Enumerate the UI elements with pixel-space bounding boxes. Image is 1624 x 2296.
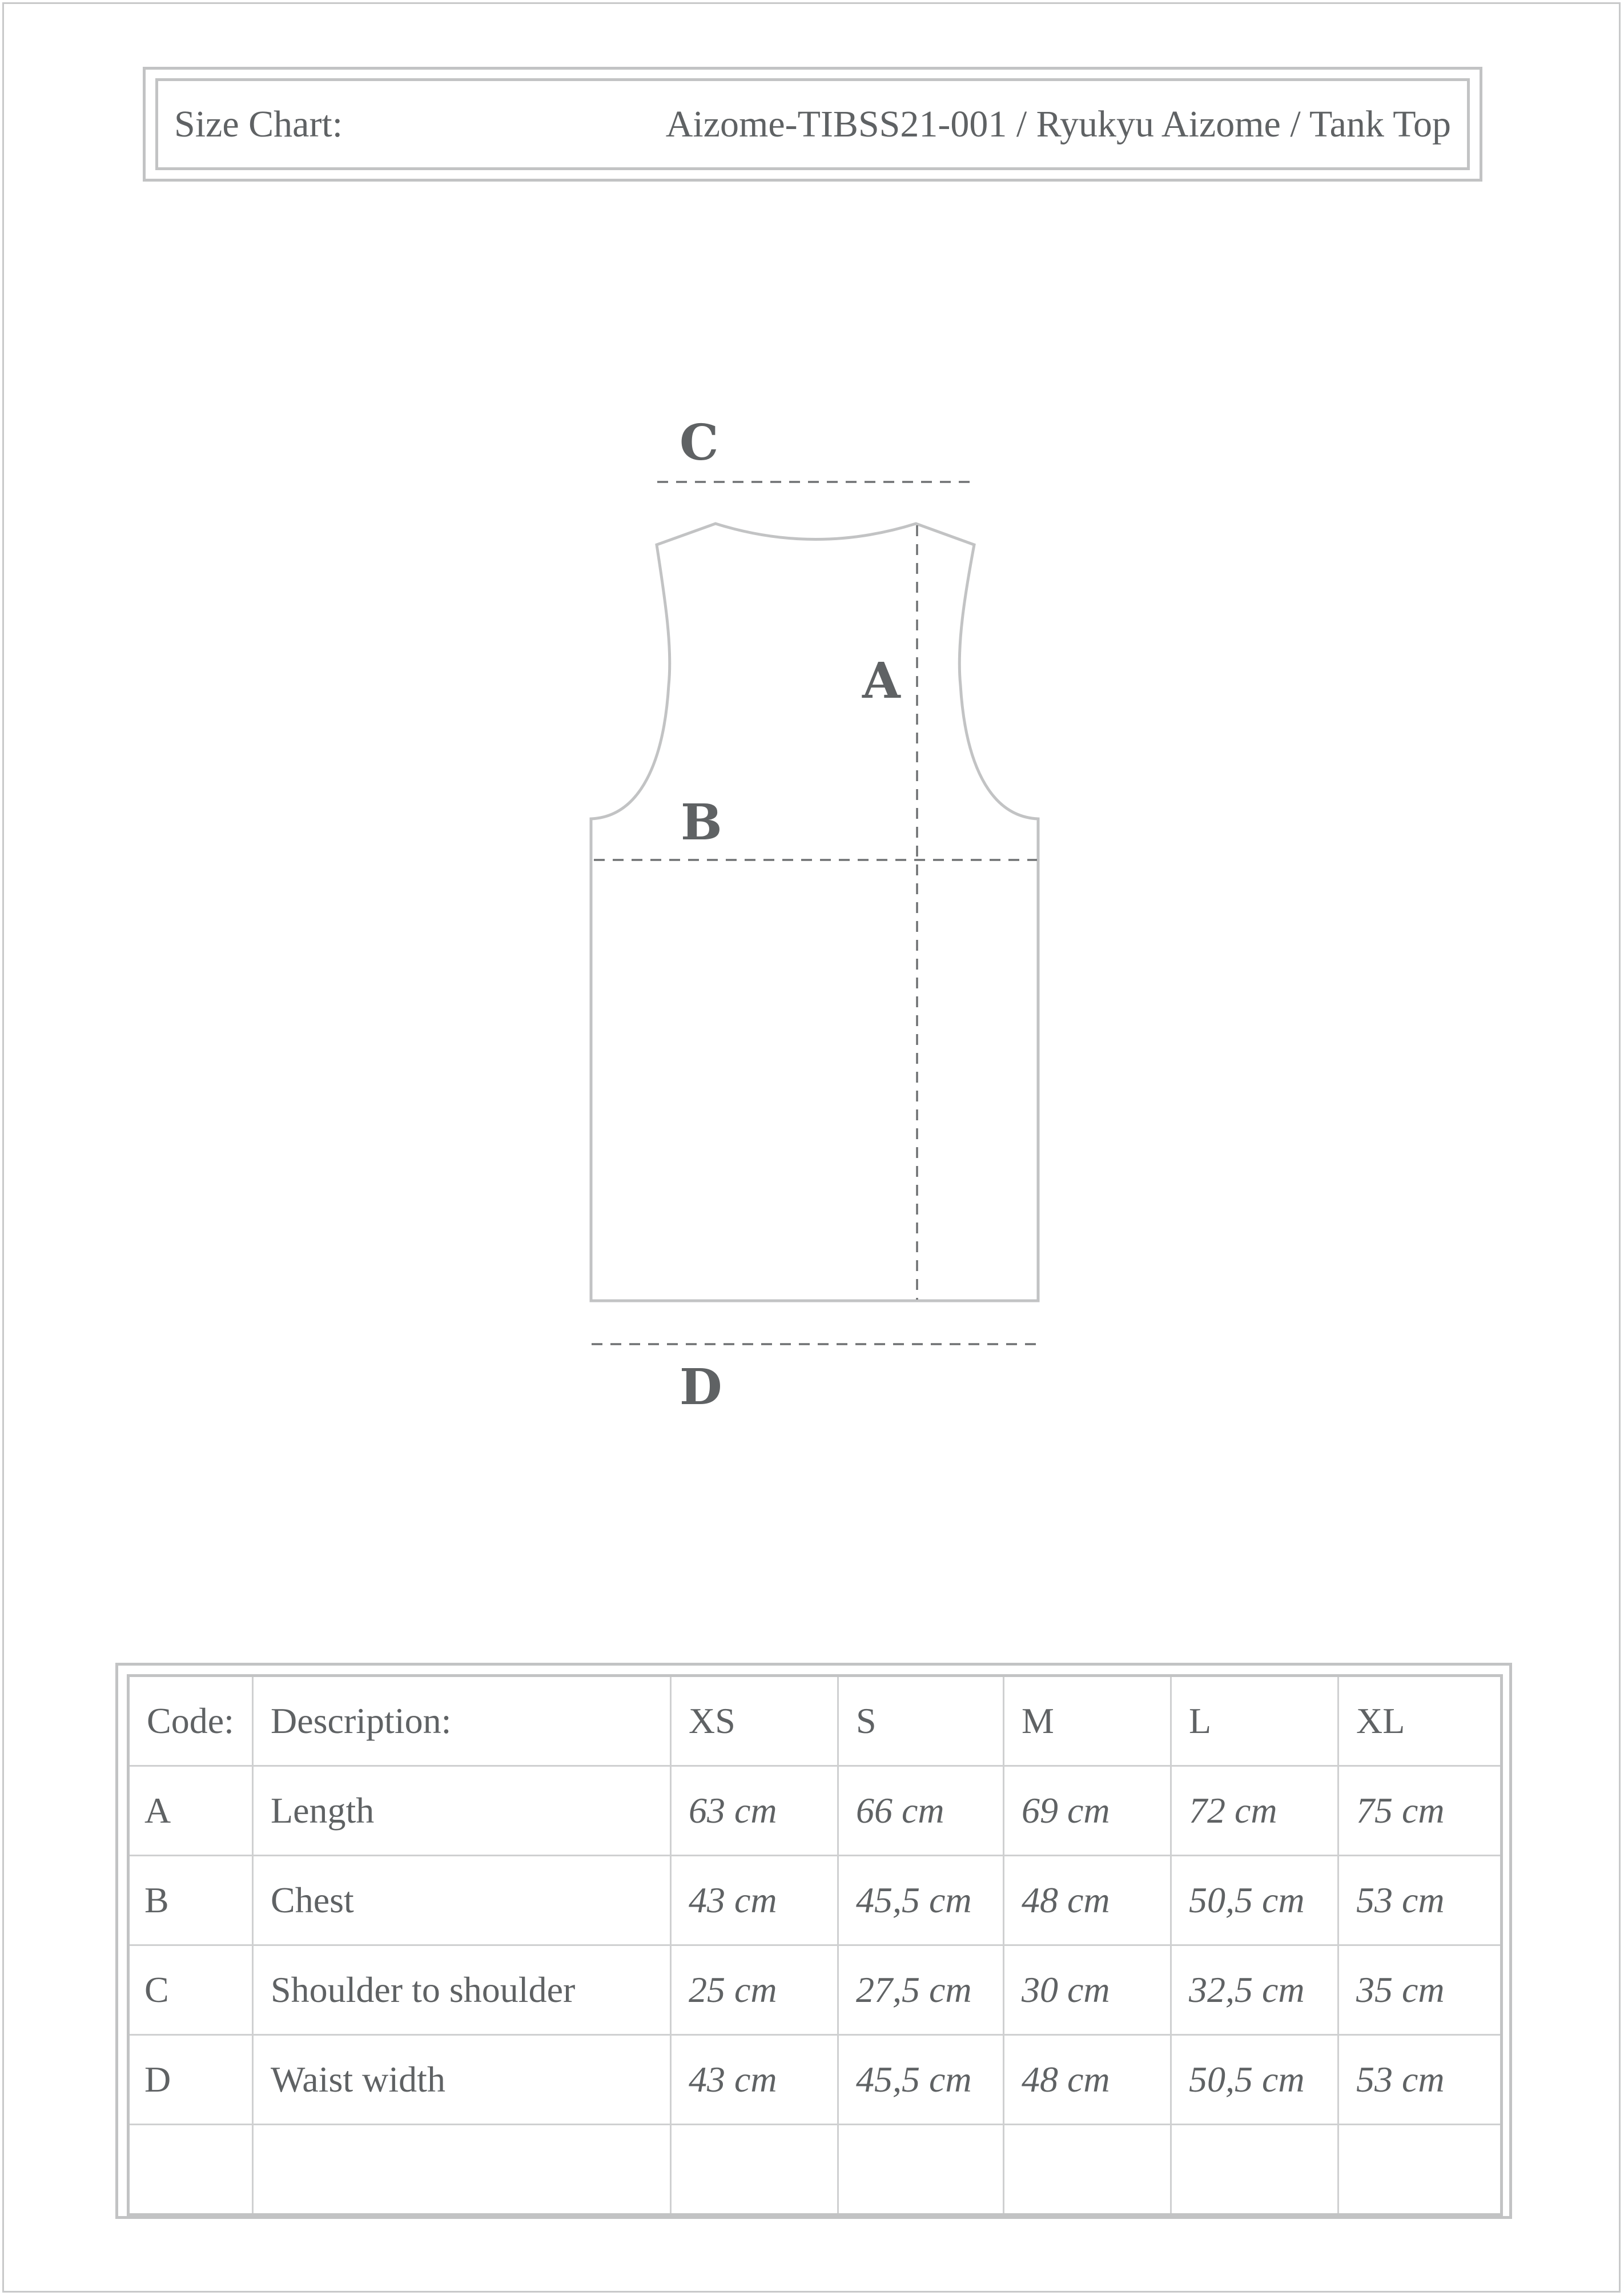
table-row-empty <box>128 2125 1502 2215</box>
value-s: 66 cm <box>838 1766 1004 1856</box>
value-m: 48 cm <box>1004 1856 1171 1945</box>
column-header-xs: XS <box>671 1676 838 1766</box>
diagram-label-d: D <box>680 1358 722 1416</box>
value-xs: 43 cm <box>671 2035 838 2125</box>
value-xl: 35 cm <box>1338 1945 1502 2035</box>
value-xl: 75 cm <box>1338 1766 1502 1856</box>
value-xs <box>671 2125 838 2215</box>
product-title: Aizome-TIBSS21-001 / Ryukyu Aizome / Tank Top <box>665 103 1451 145</box>
row-description <box>253 2125 671 2215</box>
value-xl <box>1338 2125 1502 2215</box>
value-xl: 53 cm <box>1338 2035 1502 2125</box>
column-header-xl: XL <box>1338 1676 1502 1766</box>
value-l: 50,5 cm <box>1171 2035 1338 2125</box>
size-table <box>127 1674 1503 2216</box>
column-header-l: L <box>1171 1676 1338 1766</box>
value-l: 72 cm <box>1171 1766 1338 1856</box>
column-header-code: Code: <box>128 1676 253 1766</box>
diagram-label-c: C <box>680 414 719 472</box>
value-s <box>838 2125 1004 2215</box>
row-code: A <box>128 1766 253 1856</box>
value-xs: 63 cm <box>671 1766 838 1856</box>
value-m: 30 cm <box>1004 1945 1171 2035</box>
row-code: C <box>128 1945 253 2035</box>
value-l: 50,5 cm <box>1171 1856 1338 1945</box>
column-header-m: M <box>1004 1676 1171 1766</box>
value-xl: 53 cm <box>1338 1856 1502 1945</box>
size-chart-label: Size Chart: <box>174 103 343 145</box>
value-s: 45,5 cm <box>838 1856 1004 1945</box>
table-row <box>128 1856 1502 1945</box>
table-row <box>128 2035 1502 2125</box>
value-m: 69 cm <box>1004 1766 1171 1856</box>
value-xs: 25 cm <box>671 1945 838 2035</box>
column-header-s: S <box>838 1676 1004 1766</box>
table-header-row <box>128 1676 1502 1766</box>
value-s: 45,5 cm <box>838 2035 1004 2125</box>
row-code: D <box>128 2035 253 2125</box>
tank-top-outline <box>591 524 1038 1301</box>
diagram-label-a: A <box>862 652 901 710</box>
row-description: Length <box>253 1766 671 1856</box>
value-xs: 43 cm <box>671 1856 838 1945</box>
value-s: 27,5 cm <box>838 1945 1004 2035</box>
table-row <box>128 1945 1502 2035</box>
value-l <box>1171 2125 1338 2215</box>
value-m: 48 cm <box>1004 2035 1171 2125</box>
row-description: Waist width <box>253 2035 671 2125</box>
table-row <box>128 1766 1502 1856</box>
row-description: Chest <box>253 1856 671 1945</box>
row-description: Shoulder to shoulder <box>253 1945 671 2035</box>
value-l: 32,5 cm <box>1171 1945 1338 2035</box>
row-code: B <box>128 1856 253 1945</box>
diagram-label-b: B <box>681 794 722 851</box>
column-header-description: Description: <box>253 1676 671 1766</box>
row-code <box>128 2125 253 2215</box>
value-m <box>1004 2125 1171 2215</box>
